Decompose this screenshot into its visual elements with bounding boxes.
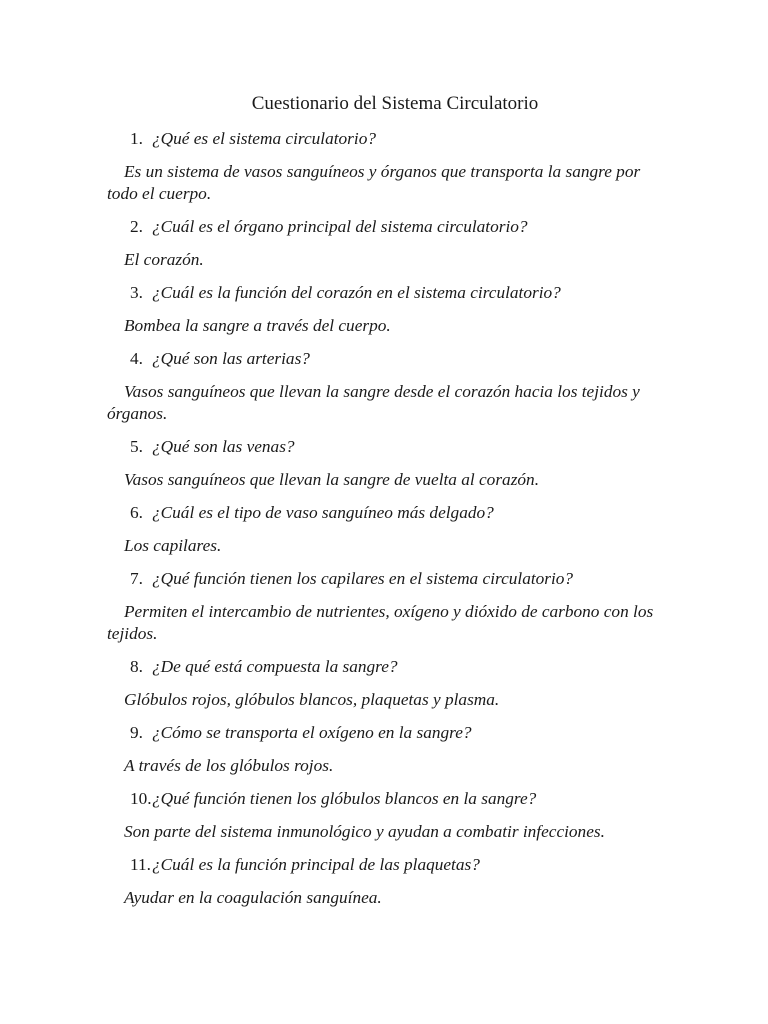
answer-8: Glóbulos rojos, glóbulos blancos, plaquetas y plasma.	[124, 690, 500, 709]
answer-7: Permiten el intercambio de nutrientes, oxígeno y dióxido de carbono con los tejidos.	[107, 602, 654, 643]
question-3	[107, 282, 667, 304]
question-text: ¿Qué son las venas?	[152, 437, 295, 456]
question-list	[107, 128, 667, 920]
question-10	[107, 788, 667, 810]
question-text: ¿Cuál es la función del corazón en el sistema circulatorio?	[152, 283, 561, 302]
question-4	[107, 348, 667, 370]
question-1	[107, 128, 667, 150]
answer-5: Vasos sanguíneos que llevan la sangre de vuelta al corazón.	[124, 470, 540, 489]
question-number: 8.	[130, 657, 143, 676]
question-text: ¿Cuál es el órgano principal del sistema circulatorio?	[152, 217, 528, 236]
answer-4: Vasos sanguíneos que llevan la sangre desde el corazón hacia los tejidos y órganos.	[107, 382, 640, 423]
answer-11: Ayudar en la coagulación sanguínea.	[124, 888, 382, 907]
question-number: 3.	[130, 283, 143, 302]
question-text: ¿De qué está compuesta la sangre?	[152, 657, 398, 676]
question-number: 9.	[130, 723, 143, 742]
page-title: Cuestionario del Sistema Circulatorio	[251, 93, 539, 114]
question-number: 7.	[130, 569, 143, 588]
answer-10: Son parte del sistema inmunológico y ayudan a combatir infecciones.	[124, 822, 605, 841]
question-text: ¿Cuál es el tipo de vaso sanguíneo más delgado?	[152, 503, 494, 522]
answer-3: Bombea la sangre a través del cuerpo.	[124, 316, 391, 335]
answer-2: El corazón.	[124, 250, 204, 269]
question-text: ¿Qué es el sistema circulatorio?	[152, 129, 376, 148]
question-11	[107, 854, 667, 876]
question-number: 4.	[130, 349, 143, 368]
answer-6: Los capilares.	[124, 536, 222, 555]
answer-1: Es un sistema de vasos sanguíneos y órganos que transporta la sangre por todo el cuerpo.	[107, 162, 641, 203]
question-9	[107, 722, 667, 744]
question-number: 2.	[130, 217, 143, 236]
question-6	[107, 502, 667, 524]
question-5	[107, 436, 667, 458]
question-number: 11.	[130, 855, 151, 874]
question-text: ¿Qué función tienen los glóbulos blancos en la sangre?	[152, 789, 537, 808]
question-text: ¿Cómo se transporta el oxígeno en la sangre?	[152, 723, 472, 742]
question-7	[107, 568, 667, 590]
answer-9: A través de los glóbulos rojos.	[124, 756, 334, 775]
question-text: ¿Qué son las arterias?	[152, 349, 310, 368]
question-2	[107, 216, 667, 238]
question-number: 10.	[130, 789, 152, 808]
question-number: 6.	[130, 503, 143, 522]
question-8	[107, 656, 667, 678]
question-number: 1.	[130, 129, 143, 148]
question-text: ¿Cuál es la función principal de las plaquetas?	[152, 855, 480, 874]
question-number: 5.	[130, 437, 143, 456]
question-text: ¿Qué función tienen los capilares en el sistema circulatorio?	[152, 569, 574, 588]
